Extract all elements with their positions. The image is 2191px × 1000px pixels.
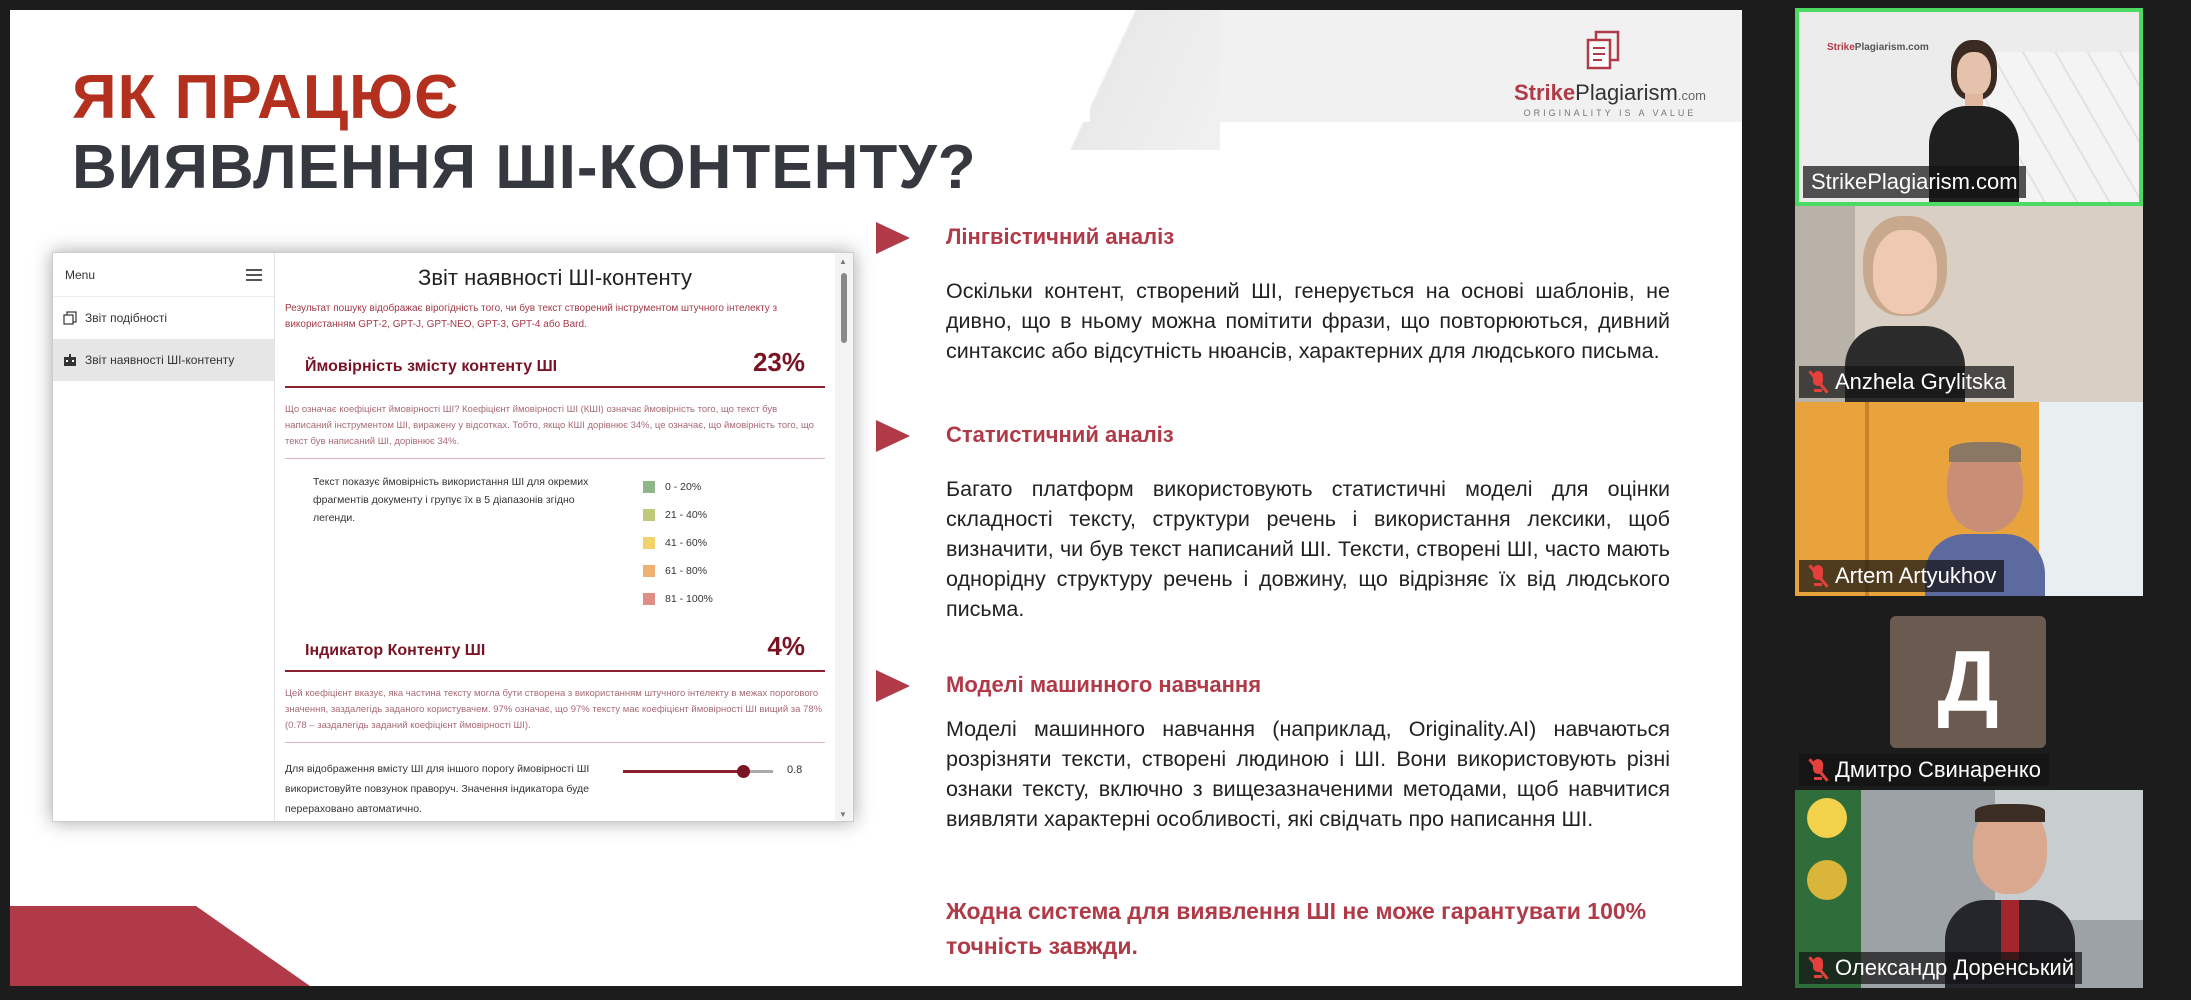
mic-off-icon xyxy=(1807,564,1829,588)
copy-icon xyxy=(63,311,77,325)
legend-item: 0 - 20% xyxy=(643,473,713,501)
section-title-linguistic: Лінгвістичний аналіз xyxy=(946,224,1175,249)
legend-block xyxy=(285,473,825,613)
strikeplagiarism-logo xyxy=(1500,22,1720,122)
participant-tile[interactable] xyxy=(1795,8,2143,206)
report-side-similarity: Звіт подібності xyxy=(53,297,274,339)
participant-tile[interactable] xyxy=(1795,600,2143,790)
slider-fill xyxy=(623,770,743,773)
section-title-ml: Моделі машинного навчання xyxy=(946,672,1262,697)
triangle-bullet-icon xyxy=(876,670,910,702)
mic-off-icon xyxy=(1807,758,1829,782)
avatar-initial: Д xyxy=(1937,633,1999,730)
robot-icon xyxy=(63,353,77,367)
report-menu-label: Menu xyxy=(65,267,96,282)
banner-emblem-icon xyxy=(1807,798,1847,838)
threshold-slider xyxy=(623,761,773,781)
section-body-ml: Моделі машинного навчання (наприклад, Originality.AI) навчаються розрізняти тексти, створені людиною і ШІ. Вони використовують різні ознаки тексту, включно з вищезазначеними методами, щоб навчитися виявляти характерні особливості, які свідчать про написання ШІ. xyxy=(946,717,1670,831)
legend-description: Текст показує ймовірність використання ШІ для окремих фрагментів документу і групує їх в 5 діапазонів згідно легенди. xyxy=(313,476,589,524)
participant-tile[interactable] xyxy=(1795,790,2143,988)
final-note: Жодна система для виявлення ШІ не може гарантувати 100% точність завжди. xyxy=(946,898,1647,959)
participant-name: Олександр Доренський xyxy=(1835,955,2075,980)
legend-swatch xyxy=(643,565,655,577)
slide-corner-decoration xyxy=(10,906,310,986)
report-scrollbar xyxy=(835,253,853,822)
report-sidebar xyxy=(53,253,275,822)
threshold-slider-row xyxy=(285,759,825,819)
participant-name: Anzhela Grylitska xyxy=(1835,369,2007,394)
probability-value: 23% xyxy=(752,347,805,377)
section-body-statistical: Багато платформ використовують статистичні моделі для оцінки складності тексту, структури речень і використання лексики, щоб визначити, чи був текст написаний ШІ. Тексти, створені ШІ, часто мають однорідну структуру речень і довжину, що відрізняє їх від людського письма. xyxy=(946,477,1670,621)
report-main xyxy=(275,253,835,822)
slider-description: Для відображення вмісту ШІ для іншого порогу ймовірності ШІ використовуйте повзунок праворуч. Значення індикатора буде перераховано автоматично. xyxy=(285,763,590,815)
indicator-label: Індикатор Контенту ШІ xyxy=(305,642,486,659)
participant-name: Artem Artyukhov xyxy=(1835,563,1997,588)
mic-off-icon xyxy=(1807,370,1829,394)
avatar xyxy=(1890,616,2046,748)
probability-label: Ймовірність змісту контенту ШІ xyxy=(305,358,558,375)
banner-emblem-icon xyxy=(1807,860,1847,900)
participant-name-tag xyxy=(1799,560,2004,592)
legend-item: 21 - 40% xyxy=(643,501,713,529)
probability-header xyxy=(285,347,825,388)
hamburger-icon xyxy=(246,269,262,281)
mini-logo: StrikePlagiarism.com xyxy=(1827,42,1929,53)
slide-title-line2: ВИЯВЛЕННЯ ШІ-КОНТЕНТУ? xyxy=(72,133,977,202)
participant-name: Дмитро Свинаренко xyxy=(1835,757,2041,782)
participant-name-tag xyxy=(1799,754,2049,786)
section-body-linguistic: Оскільки контент, створений ШІ, генерується на основі шаблонів, не дивно, що в ньому можна помітити фрази, що повторюються, дивний синтаксис або відсутність нюансів, характерних для людського письма. xyxy=(946,279,1670,363)
legend-item: 41 - 60% xyxy=(643,529,713,557)
participant-name-tag xyxy=(1799,366,2014,398)
triangle-bullet-icon xyxy=(876,420,910,452)
slider-value: 0.8 xyxy=(787,764,803,776)
logo-tagline: ORIGINALITY IS A VALUE xyxy=(1523,108,1697,118)
legend-item: 61 - 80% xyxy=(643,557,713,585)
indicator-description: Цей коефіцієнт вказує, яка частина тексту могла бути створена з використанням штучного інтелекту в межах порогового значення, заздалегідь заданого користувачем. 97% означає, що 97% тексту має коефіцієнт ймовірності ШІ вищий за 78% (0.78 – заздалегідь заданий коефіцієнт ймовірності ШІ). xyxy=(285,686,825,743)
section-title-statistical: Статистичний аналіз xyxy=(946,422,1174,447)
legend-swatch xyxy=(643,593,655,605)
document-icon xyxy=(1586,30,1624,72)
participant-name: StrikePlagiarism.com xyxy=(1811,169,2018,194)
report-menu-row xyxy=(53,253,274,297)
report-intro: Результат пошуку відображає вірогідність того, чи був текст створений інструментом штучного інтелекту з використанням GPT-2, GPT-J, GPT-NEO, GPT-3, GPT-4 або Bard. xyxy=(285,303,778,330)
ai-report-screenshot xyxy=(52,252,854,822)
legend-item: 81 - 100% xyxy=(643,585,713,613)
legend xyxy=(643,473,713,613)
participant-name-tag xyxy=(1799,952,2082,984)
participant-tile[interactable] xyxy=(1795,402,2143,596)
triangle-bullet-icon xyxy=(876,222,910,254)
legend-swatch xyxy=(643,537,655,549)
report-title: Звіт наявності ШІ-контенту xyxy=(418,265,692,290)
participant-name-tag xyxy=(1803,166,2026,198)
slider-knob xyxy=(737,765,750,778)
window-background xyxy=(2039,402,2143,596)
report-side-ai-content: Звіт наявності ШІ-контенту xyxy=(53,339,274,381)
participant-tile[interactable] xyxy=(1795,206,2143,402)
indicator-value: 4% xyxy=(767,631,805,661)
shared-slide xyxy=(10,10,1742,986)
legend-swatch xyxy=(643,481,655,493)
logo-wordmark: StrikePlagiarism.com xyxy=(1513,80,1707,105)
scroll-up-icon: ▲ xyxy=(839,257,847,266)
indicator-header xyxy=(285,631,825,672)
slide-title-line1: ЯК ПРАЦЮЄ xyxy=(72,63,460,132)
probability-description: Що означає коефіцієнт ймовірності ШІ? Коефіцієнт ймовірності ШІ (КШІ) означає ймовірність того, що текст був написаний інструментом ШІ, виражену у відсотках. Тобто, якщо КШІ дорівнює 34%, це означає, що ймовірність того, що текст був написаний ШІ, дорівнює 34%. xyxy=(285,402,825,459)
legend-swatch xyxy=(643,509,655,521)
mic-off-icon xyxy=(1807,956,1829,980)
scroll-down-icon: ▼ xyxy=(839,810,847,819)
scroll-thumb xyxy=(841,273,847,343)
